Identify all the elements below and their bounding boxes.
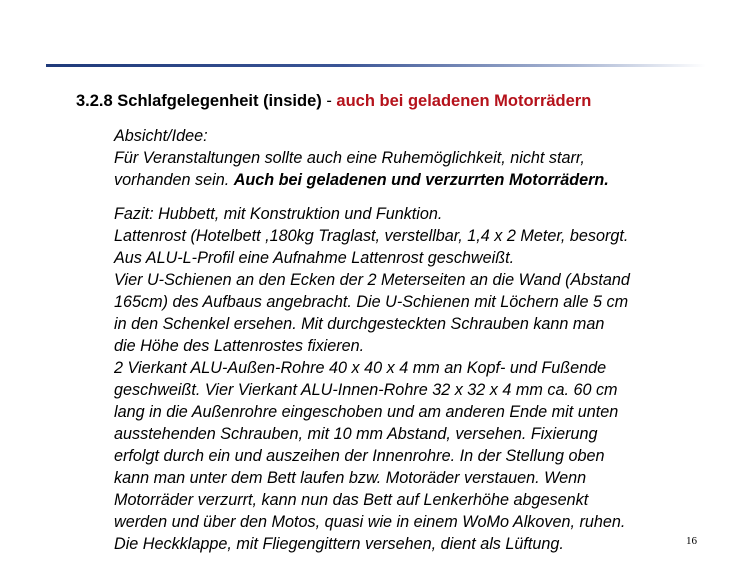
idea-text-line [114, 169, 714, 191]
conclusion-line: lang in die Außenrohre eingeschoben und am anderen Ende mit unten [114, 403, 619, 421]
conclusion-line: ausstehenden Schrauben, mit 10 mm Abstand, versehen. Fixierung [114, 425, 598, 443]
conclusion-line: die Höhe des Lattenrostes fixieren. [114, 337, 365, 355]
idea-text-prefix: vorhanden sein. [114, 171, 234, 189]
conclusion-line: kann man unter dem Bett laufen bzw. Motoräder verstauen. Wenn [114, 469, 587, 487]
conclusion-line: Fazit: Hubbett, mit Konstruktion und Funktion. [114, 205, 443, 223]
page-number: 16 [686, 535, 697, 547]
conclusion-line: in den Schenkel ersehen. Mit durchgesteckten Schrauben kann man [114, 315, 605, 333]
idea-text-emphasis: Auch bei geladenen und verzurrten Motorrädern. [233, 171, 609, 189]
conclusion-line: Vier U-Schienen an den Ecken der 2 Meterseiten an die Wand (Abstand [114, 271, 630, 289]
conclusion-line: Motorräder verzurrt, kann nun das Bett auf Lenkerhöhe abgesenkt [114, 491, 589, 509]
conclusion-line: geschweißt. Vier Vierkant ALU-Innen-Rohre 32 x 32 x 4 mm ca. 60 cm [114, 381, 618, 399]
conclusion-section [114, 203, 714, 555]
conclusion-line: 165cm) des Aufbaus angebracht. Die U-Schienen mit Löchern alle 5 cm [114, 293, 629, 311]
heading-separator: - [321, 92, 337, 110]
conclusion-line: Lattenrost (Hotelbett ,180kg Traglast, verstellbar, 1,4 x 2 Meter, besorgt. [114, 227, 629, 245]
idea-text-line: Für Veranstaltungen sollte auch eine Ruhemöglichkeit, nicht starr, [114, 149, 585, 167]
slide-heading [76, 92, 591, 111]
header-divider [46, 64, 706, 67]
idea-label: Absicht/Idee: [114, 127, 208, 145]
idea-section [114, 125, 714, 191]
conclusion-line: werden und über den Motos, quasi wie in einem WoMo Alkoven, ruhen. [114, 513, 626, 531]
conclusion-line: erfolgt durch ein und auszeihen der Innenrohre. In der Stellung oben [114, 447, 605, 465]
conclusion-line: Die Heckklappe, mit Fliegengittern versehen, dient als Lüftung. [114, 535, 564, 553]
conclusion-line: Aus ALU-L-Profil eine Aufnahme Lattenrost geschweißt. [114, 249, 515, 267]
conclusion-line: 2 Vierkant ALU-Außen-Rohre 40 x 40 x 4 mm an Kopf- und Fußende [114, 359, 607, 377]
heading-accent: auch bei geladenen Motorrädern [336, 92, 592, 110]
heading-main: 3.2.8 Schlafgelegenheit (inside) [76, 92, 322, 110]
